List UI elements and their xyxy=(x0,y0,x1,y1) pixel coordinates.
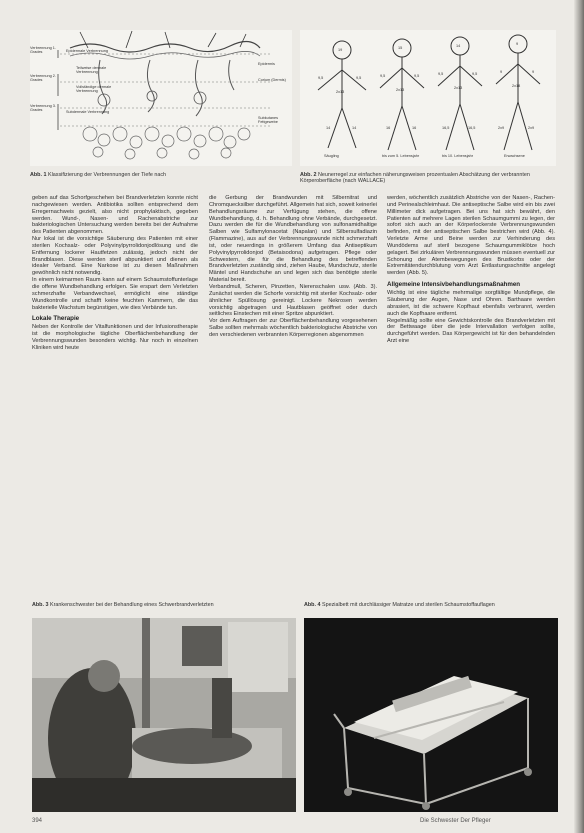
fig2-f4-arm-right: 9 xyxy=(532,70,535,74)
running-footer: Die Schwester Der Pfleger xyxy=(420,818,491,824)
figure-3-caption xyxy=(32,602,296,608)
col3-heading: Allgemeine Intensivbehandlungsmaßnahmen xyxy=(387,281,521,289)
figure-1-caption-label: Abb. 1 xyxy=(30,172,47,178)
fig1-label-subdermal: Subdermale Verbrennung xyxy=(66,110,110,114)
figure-4-caption-label: Abb. 4 xyxy=(304,602,321,608)
col3-paragraph: Wichtig ist eine tägliche mehrmalige sorgfältige Mundpflege, die Säuberung der Augen, Nase und Ohren. Barthaare werden abrasiert, ist die schwere Kopfhaut ebenfalls verbrannt, werden auch die Kopfhaare entfernt. xyxy=(387,290,555,317)
fig2-f1-leg-left: 14 xyxy=(326,126,331,130)
col3-paragraph: Regelmäßig sollte eine Gewichtskontrolle des Brandverletzten mit der Bettwaage über die jede Intervallation verfolgen sollte, durchgeführt werden. Das Körpergewicht ist für den behandelnden Arzt eine xyxy=(387,317,555,345)
col1-paragraph: Neben der Kontrolle der Vitalfunktionen und der Infusionstherapie ist die morphologische tägliche Oberflächenbehandlung der Verbrennungswunden besonders wichtig. Nur noch in einzelnen Kliniken wird heute xyxy=(32,324,198,351)
text-column-2 xyxy=(209,195,377,339)
figure-2-caption xyxy=(300,172,558,185)
col1-paragraph: In einem keimarmen Raum kann auf einem Schaumstoffunterlage die offene Wundbehandlung erfolgen. Sie erspart dem Verletzten schmerzhafte Verbandwechsel, ermöglicht eine ständige Wundkontrolle und schafft keine feuchten Kammern, die das bakterielle Wachstum begünstigen, wie dies Verbände tun. xyxy=(32,277,198,311)
fig2-f4-head: 9 xyxy=(516,42,519,46)
figure-2-caption-text: Neunerregel zur einfachen näherungsweisen prozentualen Abschätzung der verbrannten Körperoberfläche (nach WALLACE) xyxy=(300,172,530,185)
fig1-label-grade2: Verbrennung 2. Grades xyxy=(30,74,56,83)
fig2-f3-arm-left: 9,5 xyxy=(438,72,444,76)
figure-1-skin-diagram xyxy=(30,30,292,166)
fig2-f2-caption: bis zum 5. Lebensjahr xyxy=(382,154,420,158)
fig2-f3-caption: bis 10. Lebensjahr xyxy=(442,154,474,158)
fig2-f2-arm-left: 9,5 xyxy=(380,74,386,78)
fig1-label-grade3: Verbrennung 3. Grades xyxy=(30,104,56,113)
fig2-f3-head: 14 xyxy=(456,44,461,48)
fig2-f3-leg-right: 16,5 xyxy=(468,126,476,130)
fig1-label-corium: Corium (Dermis) xyxy=(258,78,286,82)
figure-4-caption-text: Spezialbett mit durchlässiger Matratze und sterilen Schaumstoffauflagen xyxy=(321,602,495,608)
page-binding-shadow xyxy=(574,0,584,833)
figure-1-caption xyxy=(30,172,292,178)
fig2-f3-trunk: 2x13 xyxy=(454,86,463,90)
figure-3-photo xyxy=(32,618,296,812)
fig2-f2-leg-left: 16 xyxy=(386,126,391,130)
fig2-f2-trunk: 2x13 xyxy=(396,88,405,92)
fig2-f3-leg-left: 16,5 xyxy=(442,126,450,130)
fig2-f2-arm-right: 9,5 xyxy=(414,74,420,78)
nurse-treatment-photo xyxy=(32,618,296,812)
fig1-label-epidermis: Epidermis xyxy=(258,62,275,66)
figure-4-caption xyxy=(304,602,558,608)
fig1-label-grade1: Verbrennung 1. Grades xyxy=(30,46,56,55)
col1-paragraph: Nur lokal ist die vorsichtige Säuberung des Patienten mit einer sterilen Kochsalz- oder Polyvinylpyrrolidonjodlösung und die Entfernung lockerer Hautfetzen zulässig, jedoch nicht der Brandblasen. Diese werden steril abpunktiert und dienen als idealer Verband. Eine Narkose ist zu diesen Maßnahmen gewöhnlich nicht notwendig. xyxy=(32,236,198,277)
col2-paragraph: Vor dem Auftragen der zur Oberflächenbehandlung vorgesehenen Salbe sollten mehrmals wöchentlich bakteriologische Abstriche von den verschiedenen verbrannten Körperregionen abgenommen xyxy=(209,318,377,338)
fig2-f1-arm-left: 9,5 xyxy=(318,76,324,80)
figure-1-caption-text: Klassifizierung der Verbrennungen der Tiefe nach xyxy=(47,172,167,178)
col2-paragraph: Verbandmull, Scheren, Pinzetten, Nierenschalen usw. (Abb. 3). Zunächst werden die Schorfe vorsichtig mit steriler Kochsalz- oder ähnlicher Spüllösung gereinigt. Lockere Nekrosen werden vorsichtig abgetragen und Hautblasen geöffnet oder durch seitliches Einstechen mit einer Spritze abpunktiert. xyxy=(209,283,377,318)
fig1-label-epidermal: Epidermale Verbrennung xyxy=(66,49,109,53)
fig2-f2-leg-right: 16 xyxy=(412,126,417,130)
fig2-f4-leg-right: 2x9 xyxy=(528,126,535,130)
figure-2-caption-label: Abb. 2 xyxy=(300,172,317,178)
figure-3-caption-label: Abb. 3 xyxy=(32,602,49,608)
fig2-f1-caption: Säugling xyxy=(324,154,339,158)
fig1-label-fat: Subkutanes Fettgewebe xyxy=(258,116,279,125)
col1-heading: Lokale Therapie xyxy=(32,315,80,323)
fig2-f2-head: 15 xyxy=(398,46,403,50)
fig2-f1-arm-right: 9,5 xyxy=(356,76,362,80)
fig2-f4-caption: Erwachsene xyxy=(504,154,525,158)
fig2-f1-leg-right: 14 xyxy=(352,126,357,130)
page-number: 394 xyxy=(32,818,43,824)
fig1-label-full-dermal: Vollständige dermale Verbrennung xyxy=(76,85,112,94)
fig1-label-partial-dermal: Teilweise dermale Verbrennung xyxy=(76,66,107,75)
col1-paragraph: geben auf das Schorfgeschehen bei Brandverletzten konnte nicht nachgewiesen werden. Antibiotika sollten entsprechend dem Erregernachweis gezielt, also nicht prophylaktisch, gegeben werden. Wund-, Nasen- und Rachenabstriche zur bakteriologischen Untersuchung werden bereits bei der Aufnahme des Patienten abgenommen. xyxy=(32,195,198,236)
fig2-f4-arm-left: 9 xyxy=(500,70,503,74)
text-column-3 xyxy=(387,195,555,345)
special-bed-photo xyxy=(304,618,558,812)
text-column-1 xyxy=(32,195,198,352)
col2-paragraph: die Gerbung der Brandwunden mit Silbernitrat und Chromquecksilber durchgeführt. Allgemein hat sich, soweit keinerlei Behandlungsräume zur Verfügung stehen, die offene Wundbehandlung, d. h. Behandlung ohne Verbände, durchgesetzt. Dazu werden die für die Wundbehandlung von sulfonamidhaltige Salben wie Sulfamylonacetat (Napalan) und Silbersulfadiazin (Flammazine), aus auf der Verbrennungswunde nicht schmerzhaft ist, oder neuerdings in größerem Umfang das Antiseptikum Polyvinylpyrrolidonjod (Betaisodona) aufgetragen. Pflege oder Schwestern, die für die Behandlung des betreffenden Brandverletzten zuständig sind, ziehen Haube, Mundschutz, sterile Mäntel und Handschuhe an und legen sich das benötigte sterile Material bereit. xyxy=(209,195,377,284)
fig2-f1-trunk: 2x13 xyxy=(336,90,345,94)
figure-3-caption-text: Krankenschwester bei der Behandlung eines Schwerbrandverletzten xyxy=(49,602,214,608)
col3-paragraph: werden, wöchentlich zusätzlich Abstriche von der Nasen-, Rachen- und Perinealschleimhaut. Die antiseptische Salbe wird ein bis zwei Millimeter dick aufgetragen. Bei uns hat sich bewährt, den Patienten auf mehrere Lagen sterilen Schaumgummi zu legen, der sofort sich auch an der Körperlockerste Verbrennungswunden befinden, mit der antiseptischen Salbe bestrichen wird (Abb. 4). Verletzte Arme und Beine werden zur Verhinderung des Wundödems auf steril bezogene Schaumgummiklötze hoch gelagert. Bei zirkulären Verbrennungswunden müssen eventuell zur Schonung der Atembewegungen des Brustkorbs oder der Extremitätendurchblutung vom Arzt Entlastungsschnitte angelegt werden (Abb. 5). xyxy=(387,195,555,277)
fig2-f4-leg-left: 2x9 xyxy=(498,126,505,130)
fig2-f1-head: 19 xyxy=(338,48,343,52)
fig2-f3-arm-right: 9,5 xyxy=(472,72,478,76)
fig2-f4-trunk: 2x18 xyxy=(512,84,521,88)
figure-2-rule-of-nines xyxy=(300,30,556,166)
figure-4-photo xyxy=(304,618,558,812)
